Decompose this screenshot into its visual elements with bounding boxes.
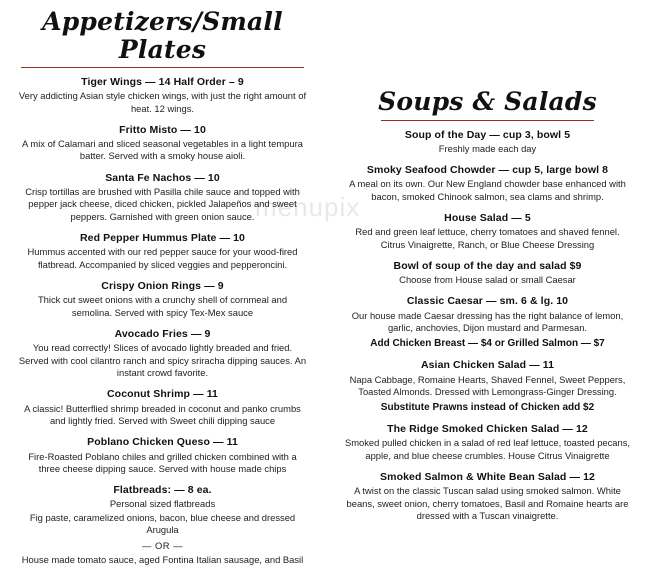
menu-item — [339, 212, 636, 251]
menu-item-description: Napa Cabbage, Romaine Hearts, Shaved Fennel, Sweet Peppers, Toasted Almonds. Dressed with Lemongrass-Ginger Dressing. — [349, 373, 626, 397]
menu-item-name: Avocado Fries — 9 — [114, 328, 211, 341]
menu-item-description: A twist on the classic Tuscan salad using smoked salmon. White beans, sweet onion, cherry tomatoes, Basil and Romaine hearts are dressed with a Tuscan vinaigrette. — [346, 485, 629, 522]
menu-item-description: Choose from House salad or small Caesar — [399, 274, 576, 286]
menu-item — [14, 280, 311, 319]
menu-item-description: A classic! Butterflied shrimp breaded in coconut and panko crumbs and lightly fried. Served with Sweet chili dipping sauce — [24, 402, 301, 426]
flatbreads-option-two: House made tomato sauce, aged Fontina Italian sausage, and Basil — [21, 553, 304, 565]
flatbreads-option-one: Fig paste, caramelized onions, bacon, blue cheese and dressed Arugula — [29, 511, 296, 536]
soups-salads-column — [325, 0, 650, 558]
appetizers-title-divider — [21, 67, 303, 68]
menu-item — [339, 471, 636, 522]
menu-item — [339, 260, 636, 287]
menu-item-name: Tiger Wings — 14 Half Order – 9 — [81, 76, 244, 88]
menu-item — [14, 328, 311, 379]
menu-item — [14, 436, 311, 475]
menu-item — [14, 76, 311, 115]
caesar-add-protein: Add Chicken Breast — $4 or Grilled Salmon — $7 — [370, 338, 605, 350]
menu-item-description: Crisp tortillas are brushed with Pasilla chile sauce and topped with pepper jack cheese, diced chicken, pickled Jalapeños and sweet peppers. Garnished with green onion sauce. — [25, 186, 300, 222]
menu-item-name: Asian Chicken Salad — 11 — [420, 359, 555, 372]
menu-item-description: A mix of Calamari and sliced seasonal vegetables in a light tempura batter. Served with a smoky house aioli. — [22, 138, 303, 162]
prawn-substitution: Substitute Prawns instead of Chicken add $2 — [380, 402, 595, 414]
menu-item-description: Freshly made each day — [438, 142, 537, 154]
appetizers-heading: Appetizers/Small Plates — [42, 7, 283, 64]
menu-item-name: House Salad — 5 — [444, 211, 531, 224]
menu-item-name: Santa Fe Nachos — 10 — [105, 171, 220, 184]
menu-item-description: You read correctly! Slices of avocado lightly breaded and fried. Served with cool cilantro ranch and spicy sriracha dipping sauces. An instant crowd favorite. — [18, 342, 307, 379]
right-column-spacer — [339, 0, 636, 80]
menu-item — [14, 232, 311, 271]
flatbreads-item — [14, 484, 311, 566]
menu-item-description: Thick cut sweet onions with a crunchy shell of cornmeal and semolina. Served with spicy Tex-Mex sauce — [37, 294, 288, 318]
soups-salads-heading: Soups & Salads — [378, 87, 597, 116]
menu-item-name: Classic Caesar — sm. 6 & lg. 10 — [406, 295, 569, 308]
menu-item-name: Coconut Shrimp — 11 — [107, 388, 218, 401]
menu-item — [339, 129, 636, 156]
menu-item-description: A meal on its own. Our New England chowder base enhanced with bacon, smoked Chinook salmon, sea clams and shrimp. — [349, 178, 626, 202]
menu-item-name: Poblano Chicken Queso — 11 — [87, 436, 238, 449]
menu-item — [339, 164, 636, 203]
menu-item-description: Smoked pulled chicken in a salad of red leaf lettuce, toasted pecans, apple, and blue cheese crumbles. House Citrus Vinaigrette — [344, 437, 631, 461]
flatbreads-or-separator: — OR — — [141, 539, 184, 551]
menu-item-name: Soup of the Day — cup 3, bowl 5 — [404, 128, 571, 141]
menu-item-description: Fire-Roasted Poblano chiles and grilled chicken combined with a three cheese dipping sauce. Served with house made chips — [28, 450, 297, 474]
menu-item-name: Red Pepper Hummus Plate — 10 — [79, 232, 246, 245]
menu-item-name: Smoked Salmon & White Bean Salad — 12 — [380, 471, 595, 484]
menu-item — [14, 172, 311, 223]
flatbreads-name: Flatbreads: — 8 ea. — [113, 484, 212, 497]
menu-item-description: Red and green leaf lettuce, cherry tomatoes and shaved fennel. Citrus Vinaigrette, Ranch, or Blue Cheese Dressing — [355, 226, 620, 250]
menu-item-name: Smoky Seafood Chowder — cup 5, large bowl 8 — [366, 164, 609, 177]
menu-item-name: Crispy Onion Rings — 9 — [101, 280, 224, 293]
menu-item-name: Fritto Misto — 10 — [119, 123, 206, 136]
soups-salads-title-divider — [381, 120, 595, 121]
appetizers-column — [0, 0, 325, 565]
menu-item — [339, 295, 636, 350]
menu-item — [14, 124, 311, 163]
menu-item-description: Hummus accented with our red pepper sauce for your wood-fired flatbread. Accompanied by sliced veggies and pepperoncini. — [27, 246, 298, 270]
menu-item-name: Bowl of soup of the day and salad $9 — [393, 259, 582, 272]
menu-item — [14, 388, 311, 427]
menu-item-description: Our house made Caesar dressing has the right balance of lemon, garlic, anchovies, Dijon mustard and Parmesan. — [351, 309, 624, 333]
watermark-text: menupix — [255, 192, 361, 222]
menu-item-description: Very addicting Asian style chicken wings, with just the right amount of heat. 12 wings. — [18, 90, 307, 114]
flatbreads-subtitle: Personal sized flatbreads — [109, 498, 216, 510]
menu-item — [339, 423, 636, 462]
menu-item — [339, 359, 636, 414]
menu-item-name: The Ridge Smoked Chicken Salad — 12 — [387, 423, 588, 436]
